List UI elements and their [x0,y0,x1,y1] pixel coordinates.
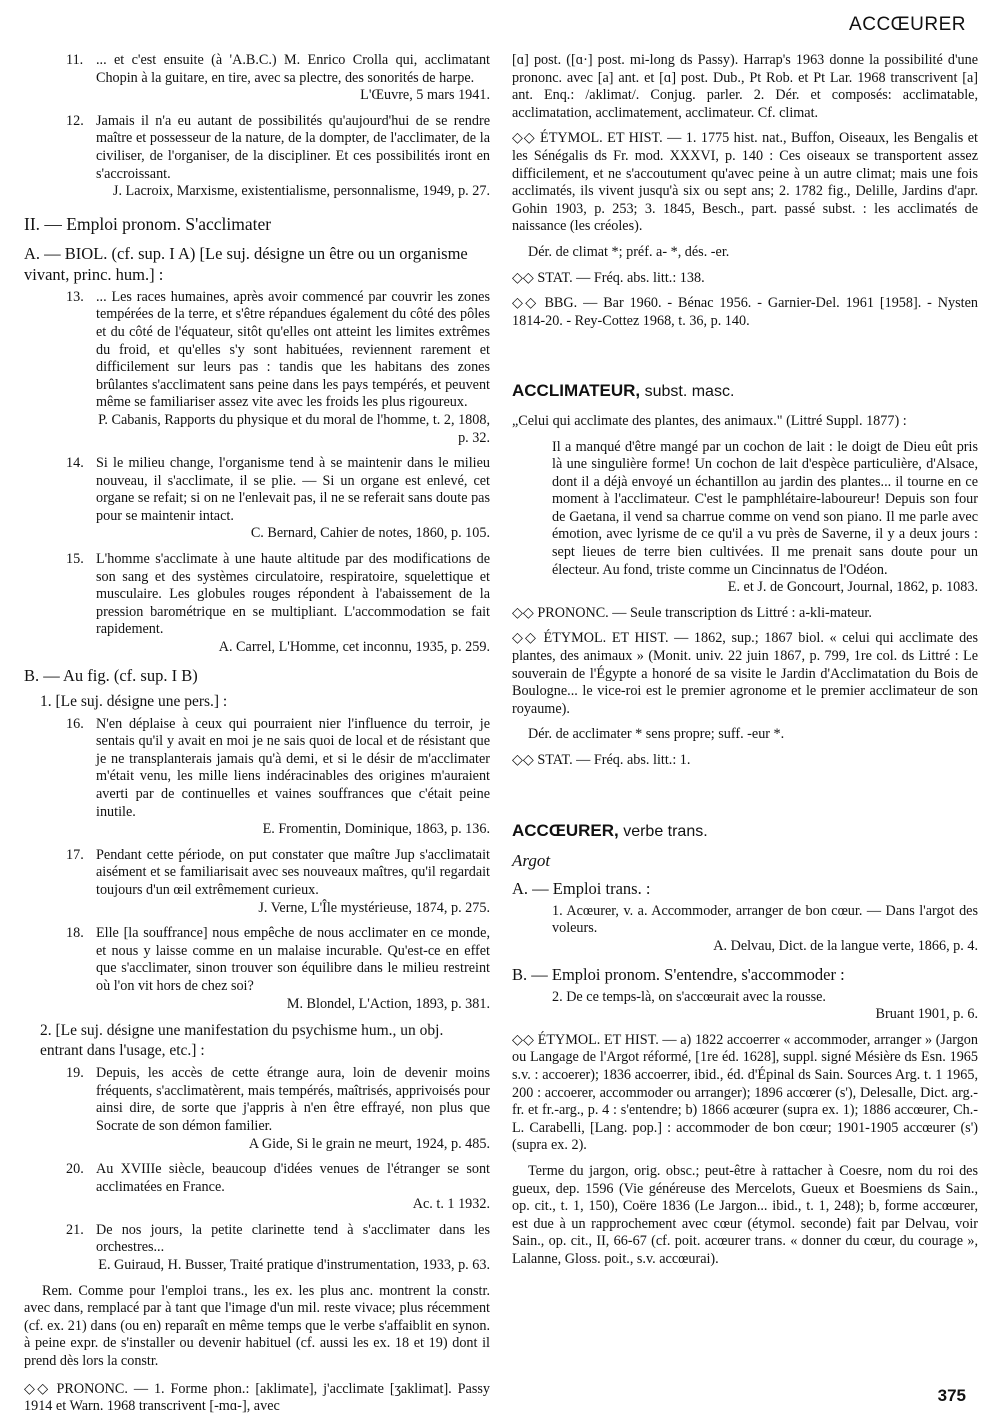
example-19: 19. Depuis, les accès de cette étrange aura, loin de devenir moins fréquents, s'acclimatèrent, mais tempérés, maîtrisés, apprivoisés pour ainsi dire, de sorte que j'appris à n'en être effrayé, non plus que Socrate de son démon familier. A Gide, Si le grain ne meurt, 1924, p. 485. [66,1065,490,1152]
section-heading-B-accoeurer: B. — Emploi pronom. S'entendre, s'accommoder : [512,964,845,984]
section-heading-B: B. — Au fig. (cf. sup. I B) [24,665,198,685]
entry-heading-acclimateur: ACCLIMATEUR, subst. masc. [512,381,735,401]
example-13: 13. ... Les races humaines, après avoir commencé par couvrir les zones tempérées de la terre, et s'être répandues également du côté des pôles et du côté de l'équateur, sitôt qu'elles ont atteint les limites extrêmes du froid, et qu'elles s'y sont habituées, reviennent rarement et difficilement sur leurs pas : tandis que les habitans des zones brûlantes s'acclimatent sans peine dans les pays tempérés, et peuvent même se familiariser assez vite avec les froids les plus rigoureux. P. Cabanis, Rapports du physique et du moral de l'homme, t. 2, 1808, p. 32. [66,288,490,446]
etymology-accoeurer-note: Terme du jargon, orig. obsc.; peut-être à rattacher à Coesre, nom du roi des gueux, dep. 1596 (Vie généreuse des Mercelots, Gueux et Boesmiens ds Sain., op. cit., t. 1, 150), Coëre 1836 (Le Jargon... ibid., t. 1, 248); b, forme accœurer, est due à un rapprochement avec cœur (étymol. seconde) fait par Delvau, voir Sain., op. cit., II, 66-67 (cf. poit. acœurer trans. « donner du cœur, du courage », Lalanne, Gloss. poit., s.v. accœurai). [512,1162,978,1267]
quotation-goncourt: Il a manqué d'être mangé par un cochon de lait : le doigt de Dieu eût pris là une singulière forme! Un cochon de lait d'espèce particulière, d'Alsace, dont il a déjà envoyé un échantillon au jardin des plantes... il tourne en ce moment à l'acclimateur. C'est le pamphlétaire-laboureur! Depuis son four de Gaetana, il vend sa charrue comme on vend son piano. Il me parle avec émotion, avec lyrisme de ce qu'il a vu près de Saverne, il y a deux jours : sept lieues de terre bien cultivées. Il me prenait sans doute pour un électeur. Au fond, triste comme un Cincinnatus de l'Odéon. E. et J. de Goncourt, Journal, 1862, p. 1083. [552,438,978,596]
derivation-acclimater: Dér. de climat *; préf. a- *, dés. -er. [528,243,730,260]
example-accoeurer-1: 1. Acœurer, v. a. Accommoder, arranger de bon cœur. — Dans l'argot des voleurs. A. Delvau, Dict. de la langue verte, 1866, p. 4. [552,902,978,954]
etymology-acclimater: ◇◇ ÉTYMOL. ET HIST. — 1. 1775 hist. nat., Buffon, Oiseaux, les Bengalis et les Sénégalis ds Fr. mod. XXXVI, p. 140 : Ces oiseaux se transportent assez difficilement, et ne s'accoutument qu'avec peine à un autre climat; mais une fois acclimatés, ils vivent jusqu'à six ou sept ans; 2. 1782 fig., Delille, Jardins d'apr. Gohin 1903, p. 253; 3. 1845, Besch., part. passé subst. : les acclimatés de naissance (les créoles). [512,130,978,235]
example-16: 16. N'en déplaise à ceux qui pourraient nier l'influence du terroir, je sentais qu'il y avait en moi je ne sais quoi de local et de résistant que je ne transplanterais jamais qu'à demi, et si le désir de m'acclimater m'était venu, les mille liens indéracinables des origines m'auraient averti par de continuelles et vaines souffrances que c'était peine inutile. E. Fromentin, Dominique, 1863, p. 136. [66,715,490,838]
statistics-acclimateur: ◇◇ STAT. — Fréq. abs. litt.: 1. [512,752,691,768]
pronunciation-section: ◇◇ PRONONC. — 1. Forme phon.: [aklimate], j'acclimate [ʒaklimat]. Passy 1914 et Warn. 1968 transcrivent [-mɑ-], avec [24,1380,490,1415]
example-18: 18. Elle [la souffrance] nous empêche de nous acclimater en ce monde, et nous y laisse comme en un malaise incurable. Qu'est-ce en effet que s'acclimater, sinon trouver son équilibre dans le milieu restreint où l'on vit hors de chez soi? M. Blondel, L'Action, 1893, p. 381. [66,925,490,1012]
example-17: 17. Pendant cette période, on put constater que maître Jup s'acclimatait aisément et se familiarisait avec ses nouveaux maîtres, qu'il regardait toujours d'un œil extrêmement curieux. J. Verne, L'Île mystérieuse, 1874, p. 275. [66,846,490,916]
remark: Rem. Comme pour l'emploi trans., les ex. les plus anc. montrent la constr. avec dans, remplacé par à tant que l'image d'un mil. reste vivace; plus récemment (cf. ex. 21) dans (ou en) reparaît en même temps que le verbe s'affaiblit en synon. à peine expr. de s'installer ou devenir habituel (cf. aussi les ex. 18 et 19) dont il prend dès lors la constr. [24,1282,490,1370]
example-14: 14. Si le milieu change, l'organisme tend à se maintenir dans le milieu nouveau, il s'acclimate, il se plie. — Si un organe est enlevé, cet organe se refait; si on ne l'enlevait pas, il ne se referait sans doute pas pour se maintenir intact. C. Bernard, Cahier de notes, 1860, p. 105. [66,455,490,542]
definition-acclimateur: „Celui qui acclimate des plantes, des animaux." (Littré Suppl. 1877) : [512,412,907,429]
pronunciation-continued: [ɑ] post. ([ɑ·] post. mi-long ds Passy). Harrap's 1963 donne la possibilité d'une prononc. avec [a] ant. et [ɑ] post. Dub., Pt Rob. et Pt Lar. 1968 transcrivent [a] ant. Enq.: /aklimat/. Conjug. parler. 2. Dér. et composés: acclimatable, acclimatation, acclimatement, acclimateur. Cf. climat. [512,52,978,121]
bibliography-acclimater: ◇◇ BBG. — Bar 1960. - Bénac 1956. - Garnier-Del. 1961 [1958]. - Nysten 1814-20. - Rey-Cottez 1968, t. 36, p. 140. [512,295,978,329]
running-title: ACCŒURER [849,14,966,35]
statistics-acclimater: ◇◇ STAT. — Fréq. abs. litt.: 138. [512,269,705,286]
subsection-1: 1. [Le suj. désigne une pers.] : [40,692,228,710]
example-15: 15. L'homme s'acclimate à une haute altitude par des modifications de son sang et des systèmes circulatoire, respiratoire, squelettique et musculaire. Les globules rouges répondent à l'abaissement de la pression barométrique en se multipliant. L'accommodation se fait rapidement. A. Carrel, L'Homme, cet inconnu, 1935, p. 259. [66,551,490,656]
section-heading-A: A. — BIOL. (cf. sup. I A) [Le suj. désigne un être ou un organisme vivant, princ. hum.] : [24,243,468,284]
example-accoeurer-2: 2. De ce temps-là, on s'accœurait avec la rousse. Bruant 1901, p. 6. [552,988,978,1023]
pronunciation-acclimateur: ◇◇ PRONONC. — Seule transcription ds Littré : a-kli-mateur. [512,604,872,621]
entry-heading-accoeurer: ACCŒURER, verbe trans. [512,820,708,840]
etymology-accoeurer: ◇◇ ÉTYMOL. ET HIST. — a) 1822 accoerrer « accommoder, arranger » (Jargon ou Langage de l'Argot réformé, [1re éd. 1628], suppl. signé Mésière ds Esn. 1965 s.v. : accoerer); 1836 accoerrer, ibid., éd. d'Épinal ds Sain. Sources Arg. t. 1 1965, 200 : accoerer, accommoder ou arranger); 1896 accœrer (s'), Delesalle, Dict. arg.-fr. et fr.-arg., p. 4 : s'entendre; b) 1866 acœurer (supra ex. 1); 1886 accœurer, Ch.-L. Carabelli, [Lang. pop.] : accommoder de bon cœur; 1901-1905 accœurer (s') (supra ex. 2). [512,1031,978,1154]
subsection-2: 2. [Le suj. désigne une manifestation du psychisme hum., un obj. entrant dans l'usage, etc.] : [40,1022,444,1060]
page-number: 375 [937,1386,966,1405]
section-heading-A-accoeurer: A. — Emploi trans. : [512,878,651,898]
right-column [512,52,978,1276]
derivation-acclimateur: Dér. de acclimater * sens propre; suff. -eur *. [528,726,785,743]
example-12: 12. Jamais il n'a eu autant de possibilités qu'aujourd'hui de se rendre maître et possesseur de la nature, de la dompter, de l'acclimater, de la civiliser, de l'organiser, de la discipliner. Et ces possibilités iront en s'accroissant. J. Lacroix, Marxisme, existentialisme, personnalisme, 1949, p. 27. [66,112,490,200]
register-argot: Argot [512,851,551,871]
section-heading-II: II. — Emploi pronom. S'acclimater [24,213,272,234]
example-20: 20. Au XVIIIe siècle, beaucoup d'idées venues de l'étranger se sont acclimatées en France. Ac. t. 1 1932. [66,1161,490,1213]
example-21: 21. De nos jours, la petite clarinette tend à s'acclimater dans les orchestres... E. Guiraud, H. Busser, Traité pratique d'instrumentation, 1933, p. 63. [66,1221,490,1274]
left-column [24,52,490,1424]
example-11: 11. ... et c'est ensuite (à 'A.B.C.) M. Enrico Crolla qui, acclimatant Chopin à la guitare, en tire, avec sa plectre, des sonorités de harpe. L'Œuvre, 5 mars 1941. [66,52,490,104]
etymology-acclimateur: ◇◇ ÉTYMOL. ET HIST. — 1862, sup.; 1867 biol. « celui qui acclimate des plantes, des animaux » (Monit. univ. 22 juin 1867, p. 799, 1re col. ds Littré : Le souverain de l'Égypte a honoré de sa visite le Jardin d'Acclimatation du Bois de Boulogne... le vice-roi est le premier agronome et le premier acclimateur de son royaume). [512,630,978,717]
